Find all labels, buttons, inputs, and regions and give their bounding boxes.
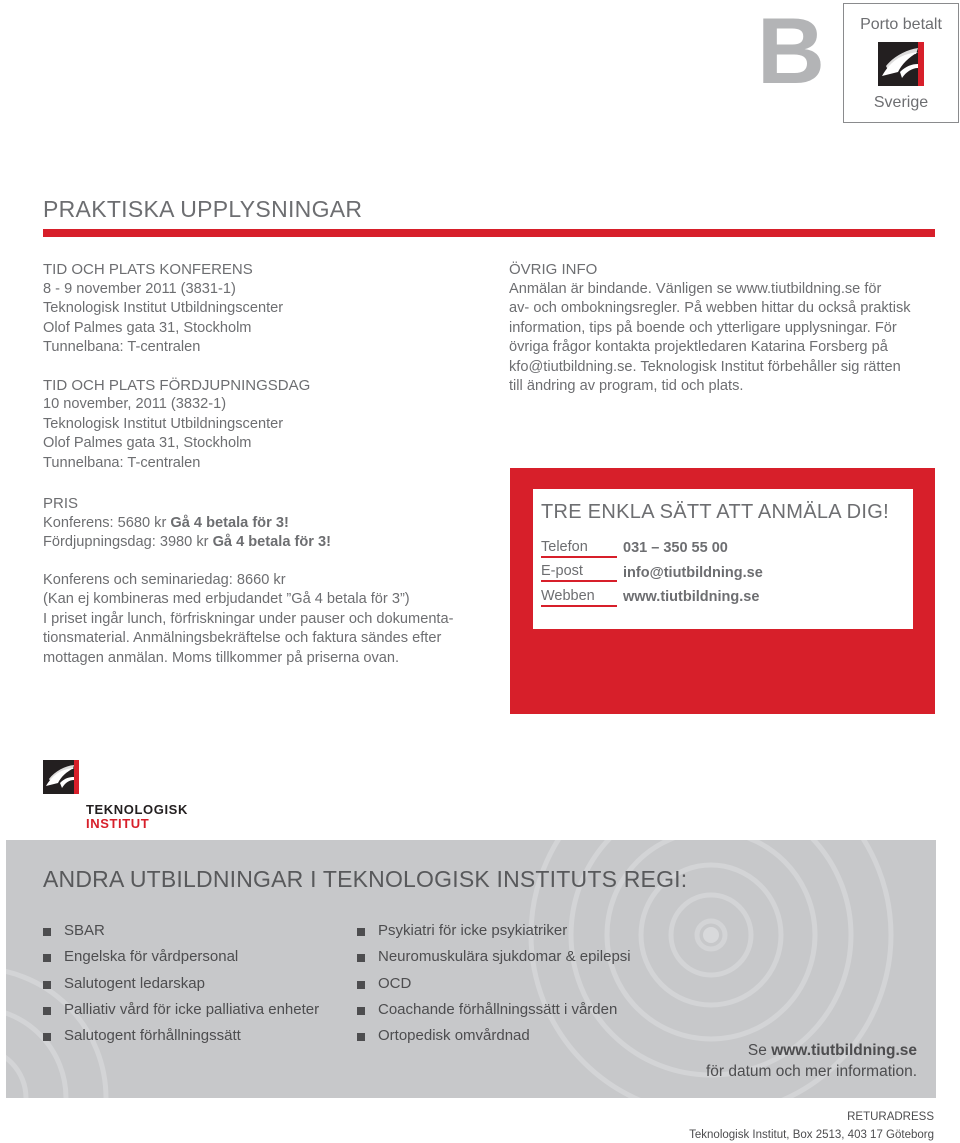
contact-label: Telefon — [541, 539, 617, 558]
info-line: av- och ombokningsregler. På webben hittar du också praktisk — [509, 300, 911, 316]
contact-row-phone — [541, 536, 913, 561]
other-courses-panel — [6, 840, 936, 1098]
list-item: Palliativ vård för icke palliativa enheter — [43, 997, 319, 1023]
list-item: Ortopedisk omvårdnad — [357, 1023, 631, 1049]
page-title: PRAKTISKA UPPLYSNINGAR — [43, 196, 363, 222]
section-heading-conference: TID OCH PLATS KONFERENS — [43, 261, 253, 278]
contact-label: Webben — [541, 588, 617, 607]
info-line: Konferens och seminariedag: 8660 kr — [43, 571, 286, 588]
info-line: 8 - 9 november 2011 (3831-1) — [43, 280, 236, 297]
contact-row-email — [541, 561, 913, 586]
list-item: Neuromuskulära sjukdomar & epilepsi — [357, 944, 631, 970]
registration-title: TRE ENKLA SÄTT ATT ANMÄLA DIG! — [541, 501, 889, 523]
logo-text: TEKNOLOGISK — [86, 802, 188, 817]
other-info — [509, 260, 929, 397]
info-line: Tunnelbana: T-centralen — [43, 454, 201, 471]
country-label: Sverige — [873, 94, 929, 111]
section-heading-deepening: TID OCH PLATS FÖRDJUPNINGSDAG — [43, 376, 311, 394]
info-line: Tunnelbana: T-centralen — [43, 339, 201, 355]
info-line: Teknologisk Institut Utbildningscenter — [43, 300, 284, 316]
course-list-right — [357, 918, 631, 1049]
list-item: OCD — [357, 971, 631, 997]
return-address-line: Teknologisk Institut, Box 2513, 403 17 Göteborg — [689, 1129, 934, 1141]
info-line: mottagen anmälan. Moms tillkommer på priserna ovan. — [43, 649, 400, 666]
registration-box — [510, 468, 935, 714]
stamp-logo-icon — [878, 42, 924, 86]
company-logo — [43, 760, 188, 831]
section-heading-other: ÖVRIG INFO — [509, 261, 598, 278]
info-line: information, tips på boende och ytterligare upplysningar. För — [509, 319, 897, 336]
registration-card — [533, 489, 913, 629]
info-line: övriga frågor kontakta projektledaren Katarina Forsberg på — [509, 339, 888, 355]
info-line: Teknologisk Institut Utbildningscenter — [43, 415, 284, 432]
list-item: Salutogent ledarskap — [43, 971, 319, 997]
price-line-deepening: Fördjupningsdag: 3980 kr Gå 4 betala för 3! — [43, 534, 331, 550]
return-address — [689, 1108, 934, 1143]
list-item: Coachande förhållningssätt i vården — [357, 997, 631, 1023]
list-item: Salutogent förhållningssätt — [43, 1023, 319, 1049]
postage-stamp — [843, 3, 959, 123]
contact-label: E-post — [541, 563, 617, 582]
postage-letter: B — [757, 0, 825, 103]
info-line: Anmälan är bindande. Vänligen se www.tiutbildning.se för — [509, 280, 882, 297]
title-divider — [43, 229, 935, 237]
info-line: Olof Palmes gata 31, Stockholm — [43, 435, 252, 451]
list-item: SBAR — [43, 918, 319, 944]
info-line: tionsmaterial. Anmälningsbekräftelse och faktura sändes efter — [43, 630, 442, 646]
logo-text: INSTITUT — [86, 816, 150, 831]
porto-label: Porto betalt — [860, 16, 942, 33]
contact-row-web — [541, 585, 913, 610]
list-item: Engelska för vårdpersonal — [43, 944, 319, 970]
price-line-conference: Konferens: 5680 kr Gå 4 betala för 3! — [43, 514, 289, 531]
return-address-heading: RETURADRESS — [847, 1111, 934, 1123]
info-line: till ändring av program, tid och plats. — [509, 378, 744, 394]
offer-text: Gå 4 betala för 3! — [212, 534, 331, 550]
info-line: kfo@tiutbildning.se. Teknologisk Institut förbehåller sig rätten — [509, 358, 901, 375]
venue-info — [43, 260, 473, 473]
info-line: Olof Palmes gata 31, Stockholm — [43, 319, 252, 336]
list-item: Psykiatri för icke psykiatriker — [357, 918, 631, 944]
offer-text: Gå 4 betala för 3! — [170, 514, 289, 531]
info-line: (Kan ej kombineras med erbjudandet ”Gå 4 betala för 3”) — [43, 591, 410, 607]
section-heading-price: PRIS — [43, 495, 79, 512]
panel-title: ANDRA UTBILDNINGAR I TEKNOLOGISK INSTITUTS REGI: — [43, 866, 688, 892]
info-line: I priset ingår lunch, förfriskningar under pauser och dokumenta- — [43, 610, 454, 627]
course-list-left — [43, 918, 319, 1049]
website-link[interactable]: www.tiutbildning.se — [623, 589, 760, 606]
website-link[interactable]: www.tiutbildning.se — [771, 1042, 917, 1059]
phone-value: 031 – 350 55 00 — [623, 540, 728, 557]
info-line: 10 november, 2011 (3832-1) — [43, 396, 227, 412]
logo-mark-icon — [43, 760, 79, 794]
price-info — [43, 494, 473, 668]
more-info-text: Se www.tiutbildning.se för datum och mer information. — [705, 1042, 917, 1080]
email-link[interactable]: info@tiutbildning.se — [623, 564, 763, 581]
